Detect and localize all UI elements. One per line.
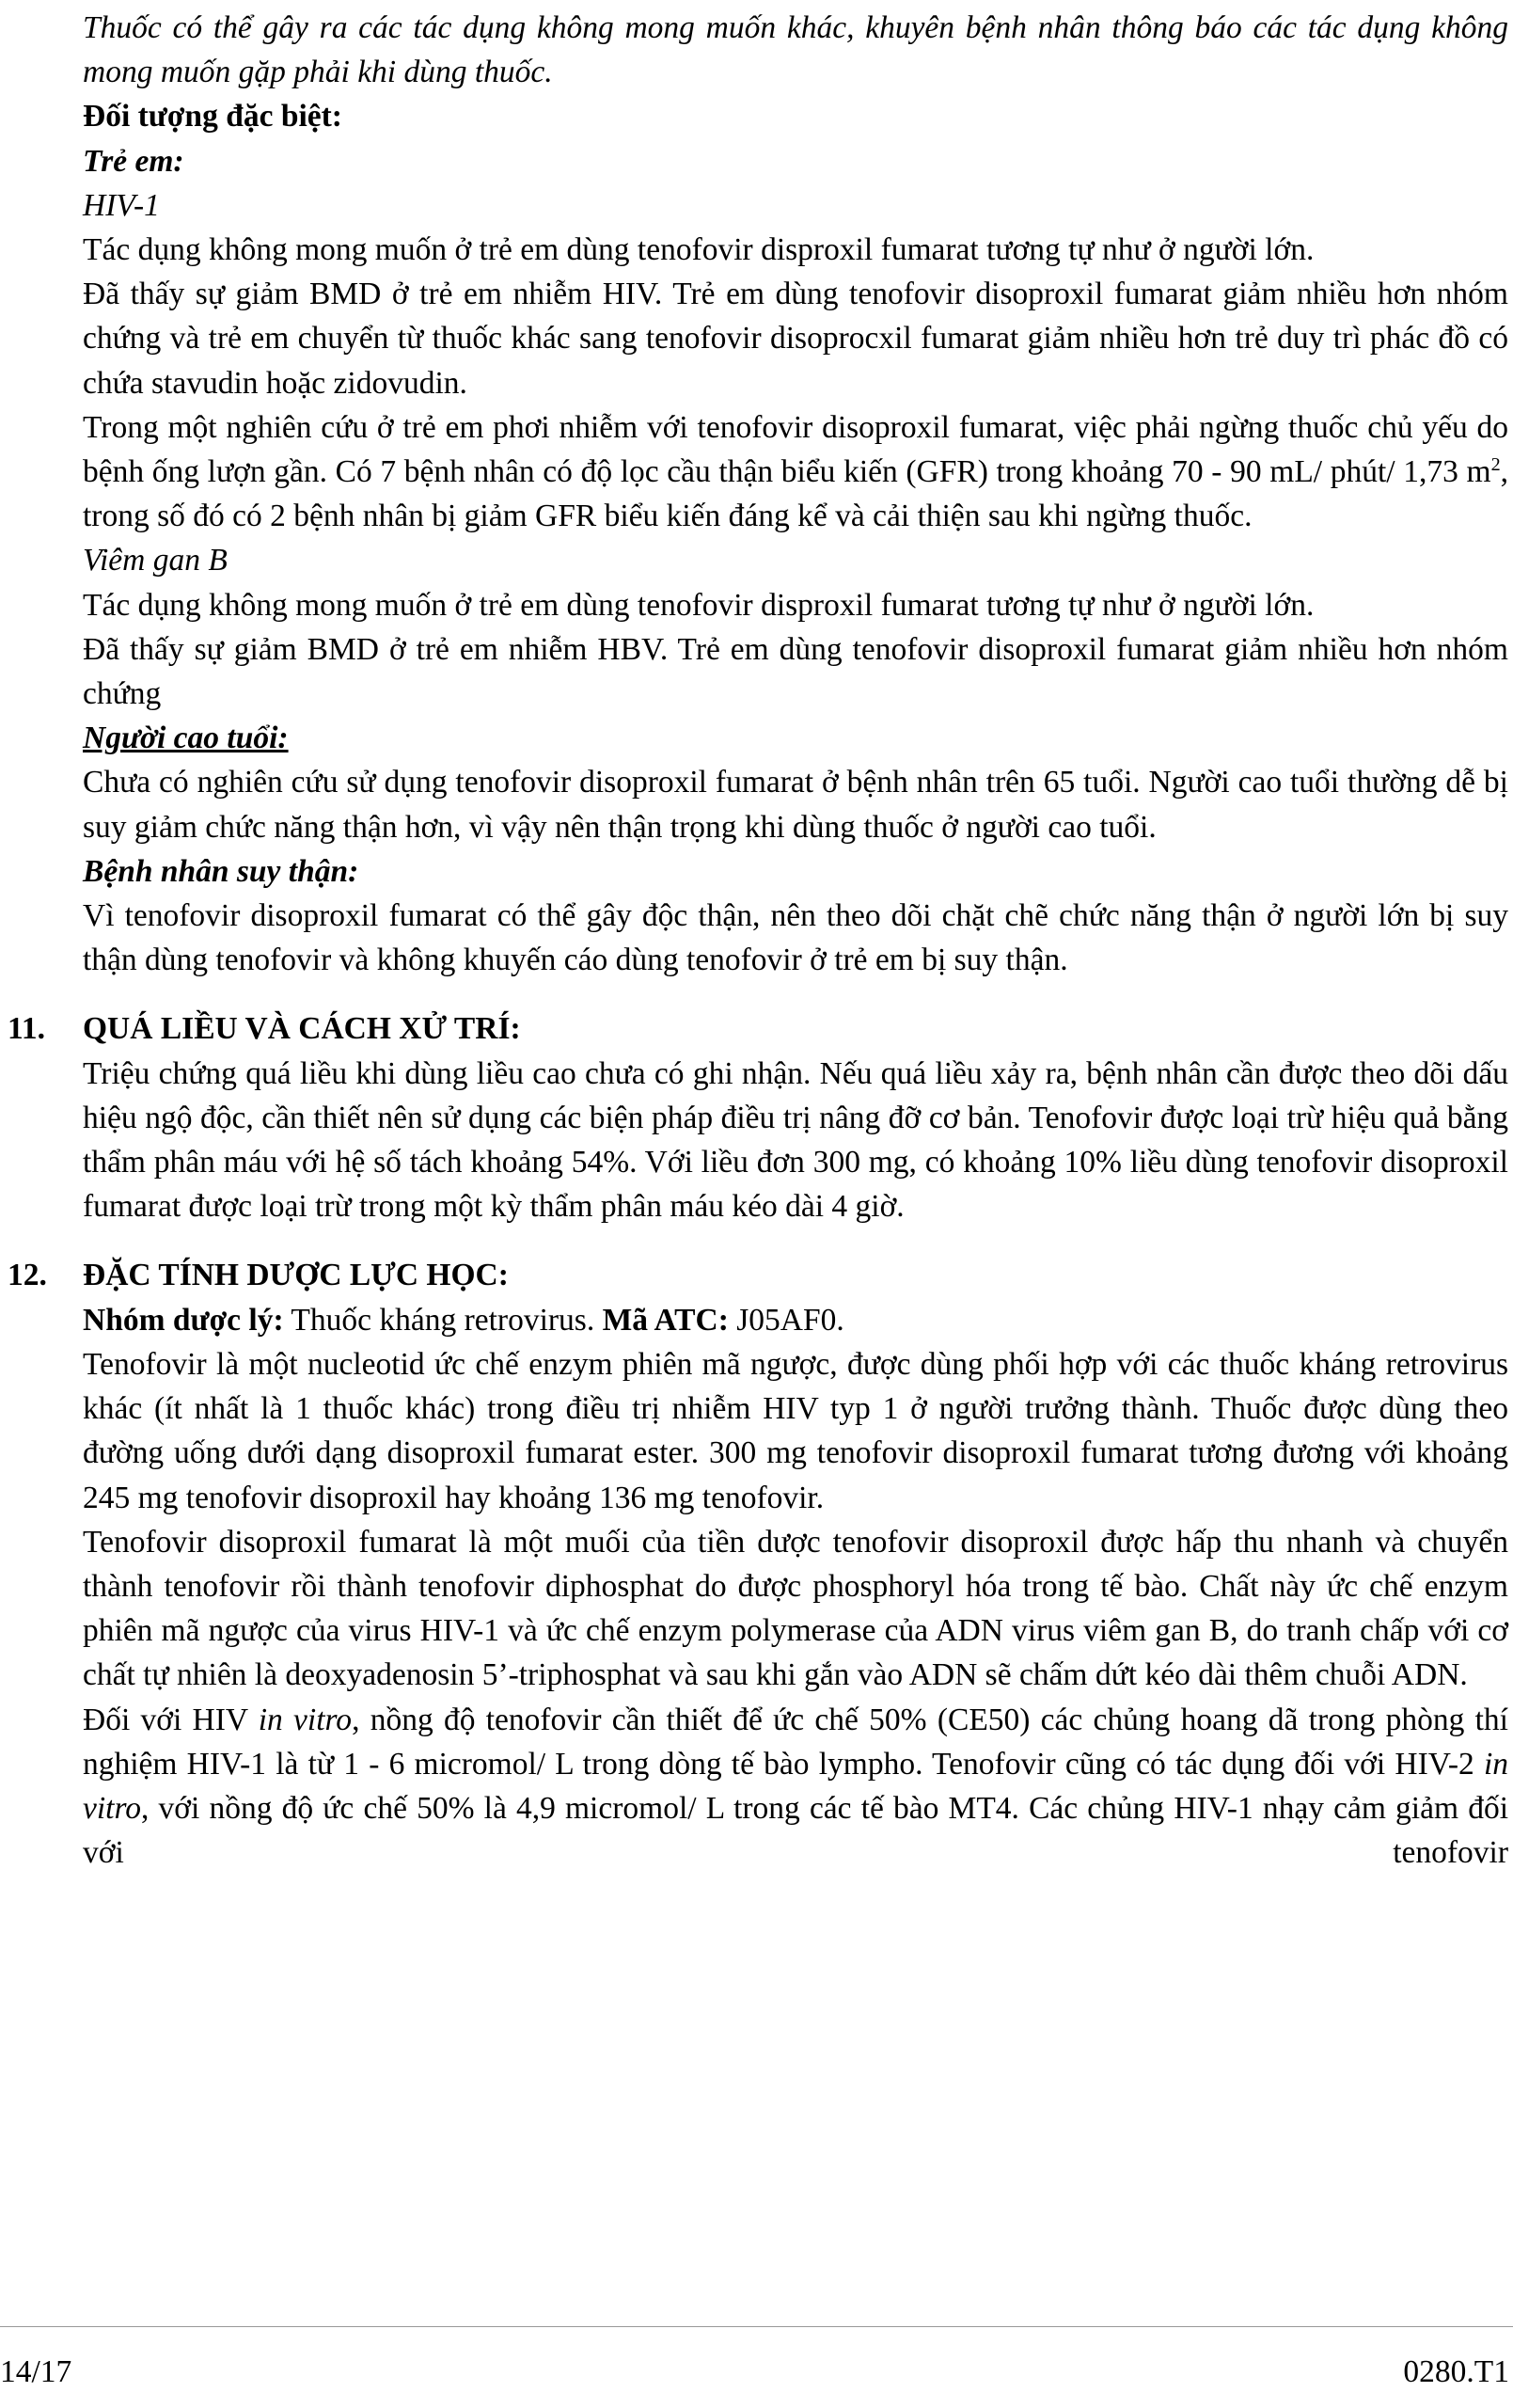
hiv-paragraph-1: Tác dụng không mong muốn ở trẻ em dùng tenofovir disproxil fumarat tương tự như ở người lớn. <box>83 232 1315 268</box>
section-12-paragraph-1: Tenofovir là một nucleotid ức chế enzym phiên mã ngược, được dùng phối hợp với các thuốc kháng retrovirus khác (ít nhất là 1 thuốc khác) trong điều trị nhiễm HIV typ 1 ở người trưởng thành. Thuốc được dùng theo đường uống dưới dạng disoproxil fumarat ester. 300 mg tenofovir disoproxil fumarat tương đương với khoảng 245 mg tenofovir disoproxil hay khoảng 136 mg tenofovir. <box>83 1346 1508 1515</box>
p3-part-a: Đối với HIV <box>83 1702 259 1737</box>
hiv-paragraph-3-part-b: , trong số đó có 2 bệnh nhân bị giảm GFR biểu kiến đáng kể và cải thiện sau khi ngừng thuốc. <box>83 454 1508 534</box>
elderly-paragraph: Chưa có nghiên cứu sử dụng tenofovir disoproxil fumarat ở bệnh nhân trên 65 tuổi. Người cao tuổi thường dễ bị suy giảm chức năng thận hơn, vì vậy nên thận trọng khi dùng thuốc ở người cao tuổi. <box>83 765 1508 845</box>
pharmacologic-group-line <box>83 1298 1508 1342</box>
section-number: 11. <box>8 1011 46 1047</box>
renal-paragraph: Vì tenofovir disoproxil fumarat có thể gây độc thận, nên theo dõi chặt chẽ chức năng thận ở người lớn bị suy thận dùng tenofovir và không khuyến cáo dùng tenofovir ở trẻ em bị suy thận. <box>83 898 1508 978</box>
group-value: Thuốc kháng retrovirus. <box>283 1302 603 1338</box>
section-11-paragraph: Triệu chứng quá liều khi dùng liều cao chưa có ghi nhận. Nếu quá liều xảy ra, bệnh nhân cần được theo dõi dấu hiệu ngộ độc, cần thiết nên sử dụng các biện pháp điều trị nâng đỡ cơ bản. Tenofovir được loại trừ hiệu quả bằng thẩm phân máu với hệ số tách khoảng 54%. Với liều đơn 300 mg, có khoảng 10% liều dùng tenofovir disoproxil fumarat được loại trừ trong một kỳ thẩm phân máu kéo dài 4 giờ. <box>83 1055 1508 1225</box>
elderly-heading: Người cao tuổi: <box>83 721 289 756</box>
section-12-paragraph-3 <box>83 1698 1508 1876</box>
p3-part-c: , với nồng độ ức chế 50% là 4,9 micromol/ L trong các tế bào MT4. Các chủng HIV-1 nhạy cảm giảm đối với tenofovir <box>83 1790 1508 1871</box>
section-11-heading <box>8 1006 1508 1051</box>
in-vitro-2: in vitro <box>83 1746 1508 1826</box>
section-number: 12. <box>8 1258 47 1293</box>
hbv-heading: Viêm gan B <box>83 543 228 578</box>
group-label: Nhóm dược lý: <box>83 1302 284 1338</box>
superscript: 2 <box>1490 453 1501 475</box>
footer-divider <box>0 2326 1513 2327</box>
hbv-paragraph-2: Đã thấy sự giảm BMD ở trẻ em nhiễm HBV. Trẻ em dùng tenofovir disoproxil fumarat giảm nhiều hơn nhóm chứng <box>83 631 1508 712</box>
hiv-heading: HIV-1 <box>83 187 160 223</box>
special-subjects-heading: Đối tượng đặc biệt: <box>83 99 342 135</box>
hiv-paragraph-3-part-a: Trong một nghiên cứu ở trẻ em phơi nhiễm với tenofovir disoproxil fumarat, việc phải ngừng thuốc chủ yếu do bệnh ống lượn gần. Có 7 bệnh nhân có độ lọc cầu thận biểu kiến (GFR) trong khoảng 70 - 90 mL/ phút/ 1,73 m <box>83 409 1508 490</box>
section-title: ĐẶC TÍNH DƯỢC LỰC HỌC: <box>83 1258 509 1293</box>
atc-label: Mã ATC: <box>602 1302 729 1338</box>
hiv-paragraph-2: Đã thấy sự giảm BMD ở trẻ em nhiễm HIV. Trẻ em dùng tenofovir disoproxil fumarat giảm nhiều hơn nhóm chứng và trẻ em chuyển từ thuốc khác sang tenofovir disoprocxil fumarat giảm nhiều hơn trẻ duy trì phác đồ có chứa stavudin hoặc zidovudin. <box>83 277 1508 401</box>
children-heading: Trẻ em: <box>83 143 184 179</box>
section-title: QUÁ LIỀU VÀ CÁCH XỬ TRÍ: <box>83 1011 521 1047</box>
hbv-paragraph-1: Tác dụng không mong muốn ở trẻ em dùng tenofovir disproxil fumarat tương tự như ở người lớn. <box>83 587 1315 623</box>
footer-page-number: 14/17 <box>0 2354 72 2389</box>
footer-document-code: 0280.T1 <box>1403 2354 1509 2389</box>
intro-paragraph: Thuốc có thể gây ra các tác dụng không mong muốn khác, khuyên bệnh nhân thông báo các tác dụng không mong muốn gặp phải khi dùng thuốc. <box>83 10 1508 90</box>
atc-value: J05AF0. <box>728 1302 844 1338</box>
hiv-paragraph-3 <box>83 405 1508 539</box>
section-12-heading <box>8 1253 1508 1297</box>
in-vitro-1: in vitro <box>258 1702 353 1737</box>
section-12-paragraph-2: Tenofovir disoproxil fumarat là một muối của tiền dược tenofovir disoproxil được hấp thu nhanh và chuyển thành tenofovir rồi thành tenofovir diphosphat do được phosphoryl hóa trong tế bào. Chất này ức chế enzym phiên mã ngược của virus HIV-1 và ức chế enzym polymerase của ADN virus viêm gan B, do tranh chấp với cơ chất tự nhiên là deoxyadenosin 5’-triphosphat và sau khi gắn vào ADN sẽ chấm dứt kéo dài thêm chuỗi ADN. <box>83 1524 1508 1693</box>
document-page <box>8 6 1508 1875</box>
renal-heading: Bệnh nhân suy thận: <box>83 853 359 889</box>
p3-part-b: , nồng độ tenofovir cần thiết để ức chế 50% (CE50) các chủng hoang dã trong phòng thí nghiệm HIV-1 là từ 1 - 6 micromol/ L trong dòng tế bào lympho. Tenofovir cũng có tác dụng đối với HIV-2 <box>83 1702 1508 1782</box>
